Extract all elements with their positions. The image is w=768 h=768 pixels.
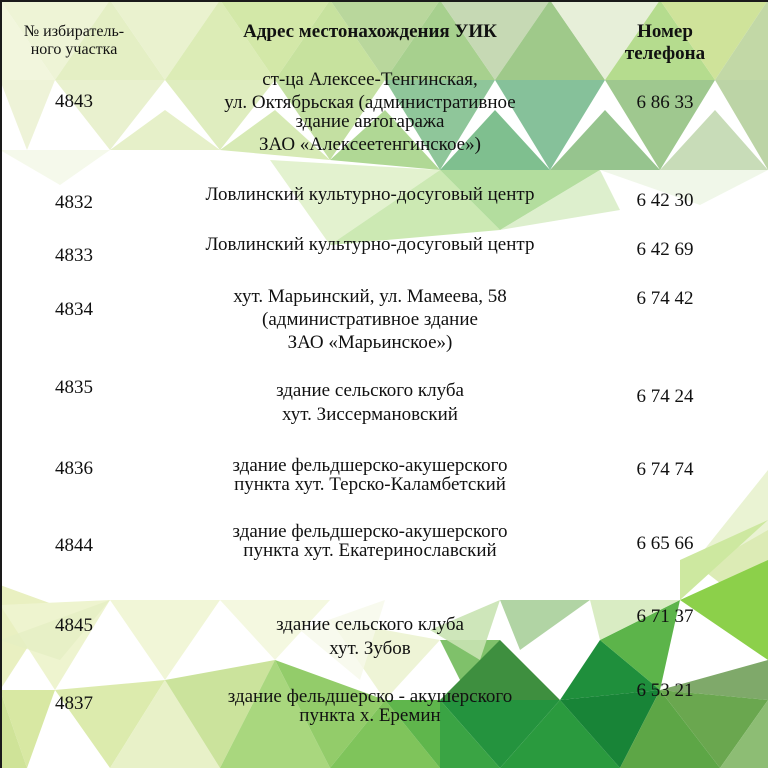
precinct-number: 4843: [55, 91, 93, 112]
precinct-address: [160, 235, 580, 254]
precinct-number: 4844: [55, 535, 93, 556]
precinct-address: [160, 70, 580, 154]
address-line: пункта хут. Терско-Каламбетский: [234, 474, 506, 495]
precinct-phone: 6 74 74: [636, 459, 694, 480]
header-address: Адрес местонахождения УИК: [243, 21, 497, 42]
precinct-address: [160, 456, 580, 494]
address-line: ул. Октябрьская (административное: [224, 92, 516, 113]
precinct-number: 4835: [55, 377, 93, 398]
address-line: хут. Зиссермановский: [282, 404, 458, 425]
precinct-phone: 6 42 30: [636, 190, 694, 211]
header-phone-line2: телефона: [624, 43, 706, 64]
precinct-phone: 6 42 69: [636, 239, 694, 260]
border-left: [0, 0, 2, 768]
address-line: здание сельского клуба: [276, 614, 464, 635]
address-line: здание фельдшерско-акушерского: [232, 455, 508, 476]
precinct-phone: 6 74 24: [636, 386, 694, 407]
precinct-number: 4845: [55, 615, 93, 636]
precinct-phone: 6 53 21: [636, 680, 694, 701]
address-line: здание сельского клуба: [276, 380, 464, 401]
precinct-phone: 6 71 37: [636, 606, 694, 627]
address-line: ЗАО «Марьинское»): [287, 332, 453, 353]
header-precinct-number: [0, 24, 148, 58]
address-line: (административное здание: [262, 309, 478, 330]
precinct-address: [160, 287, 580, 352]
address-line: пункта хут. Екатеринославский: [243, 540, 497, 561]
address-line: хут. Марьинский, ул. Мамеева, 58: [233, 286, 507, 307]
address-line: ст-ца Алексее-Тенгинская,: [262, 69, 478, 90]
header-phone: [585, 22, 745, 63]
address-line: здание фельдшерско-акушерского: [232, 521, 508, 542]
precinct-number: 4832: [55, 192, 93, 213]
precinct-phone: 6 86 33: [636, 92, 694, 113]
address-line: хут. Зубов: [329, 638, 411, 659]
precinct-number: 4836: [55, 458, 93, 479]
precinct-phone: 6 74 42: [636, 288, 694, 309]
address-line: здание фельдшерско - акушерского: [227, 686, 513, 707]
header-precinct-line1: № избиратель-: [23, 23, 125, 40]
precinct-number: 4833: [55, 245, 93, 266]
precinct-address: [160, 522, 580, 560]
precinct-number: 4837: [55, 693, 93, 714]
header-phone-line1: Номер: [637, 21, 693, 42]
precinct-address: [160, 185, 580, 204]
border-top: [0, 0, 768, 2]
precinct-phone: 6 65 66: [636, 533, 694, 554]
precinct-address: [160, 615, 580, 658]
address-line: Ловлинский культурно-досуговый центр: [205, 234, 535, 255]
address-line: Ловлинский культурно-досуговый центр: [205, 184, 535, 205]
precinct-number: 4834: [55, 299, 93, 320]
header-precinct-line2: ного участка: [30, 41, 118, 58]
address-line: пункта х. Еремин: [299, 705, 441, 726]
address-line: здание автогаража: [295, 111, 445, 132]
precinct-address: [160, 687, 580, 725]
precinct-address: [160, 381, 580, 424]
address-line: ЗАО «Алексеетенгинское»): [259, 134, 481, 155]
